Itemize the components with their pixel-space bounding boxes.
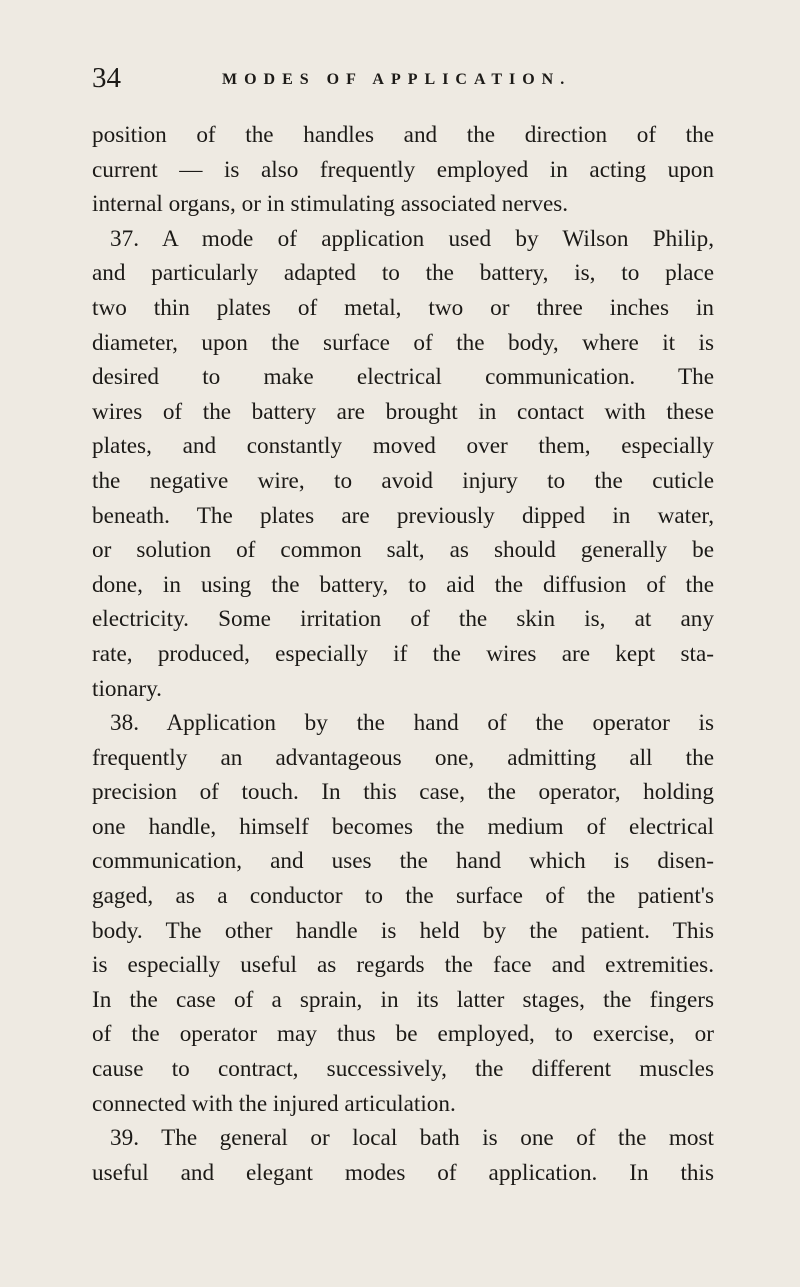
- text-line: 38. Application by the hand of the operator is: [110, 710, 714, 737]
- page-number: 34: [92, 62, 121, 94]
- text-line: the negative wire, to avoid injury to the cuticle: [92, 467, 714, 494]
- running-title: MODES OF APPLICATION.: [222, 71, 572, 88]
- text-line: plates, and constantly moved over them, especially: [92, 433, 714, 460]
- text-line: 39. The general or local bath is one of the most: [110, 1125, 714, 1152]
- text-line: frequently an advantageous one, admitting all the: [92, 744, 714, 771]
- text-line: body. The other handle is held by the patient. This: [92, 917, 714, 944]
- text-line: beneath. The plates are previously dipped in water,: [92, 502, 714, 529]
- text-line: 37. A mode of application used by Wilson Philip,: [110, 225, 714, 252]
- text-line: cause to contract, successively, the different muscles: [92, 1056, 714, 1083]
- text-line: current — is also frequently employed in acting upon: [92, 156, 714, 183]
- text-line: or solution of common salt, as should generally be: [92, 537, 714, 564]
- text-line: and particularly adapted to the battery, is, to place: [92, 260, 714, 287]
- text-line: tionary.: [92, 675, 162, 702]
- text-line: done, in using the battery, to aid the diffusion of the: [92, 571, 714, 598]
- body-text: [92, 118, 714, 1190]
- paragraph-38: [92, 706, 714, 1121]
- paragraph-39: [92, 1121, 714, 1190]
- paragraph-37: [92, 222, 714, 706]
- text-line: useful and elegant modes of application. In this: [92, 1159, 714, 1186]
- text-line: two thin plates of metal, two or three inches in: [92, 294, 714, 321]
- running-head: [92, 58, 742, 98]
- text-line: position of the handles and the direction of the: [92, 122, 714, 148]
- text-line: communication, and uses the hand which is disen-: [92, 848, 714, 875]
- paragraph-continuation: [92, 118, 714, 222]
- text-line: of the operator may thus be employed, to exercise, or: [92, 1021, 714, 1048]
- text-line: rate, produced, especially if the wires are kept sta-: [92, 640, 714, 667]
- text-line: is especially useful as regards the face and extremities.: [92, 952, 714, 979]
- text-line: wires of the battery are brought in contact with these: [92, 398, 714, 425]
- text-line: diameter, upon the surface of the body, where it is: [92, 329, 714, 356]
- text-line: In the case of a sprain, in its latter stages, the fingers: [92, 986, 714, 1013]
- text-line: desired to make electrical communication. The: [92, 364, 714, 391]
- text-line: electricity. Some irritation of the skin is, at any: [92, 606, 714, 633]
- text-line: precision of touch. In this case, the operator, holding: [92, 779, 714, 806]
- text-line: one handle, himself becomes the medium of electrical: [92, 813, 714, 840]
- text-line: internal organs, or in stimulating associated nerves.: [92, 191, 569, 218]
- text-line: gaged, as a conductor to the surface of the patient's: [92, 883, 714, 910]
- text-line: connected with the injured articulation.: [92, 1090, 456, 1117]
